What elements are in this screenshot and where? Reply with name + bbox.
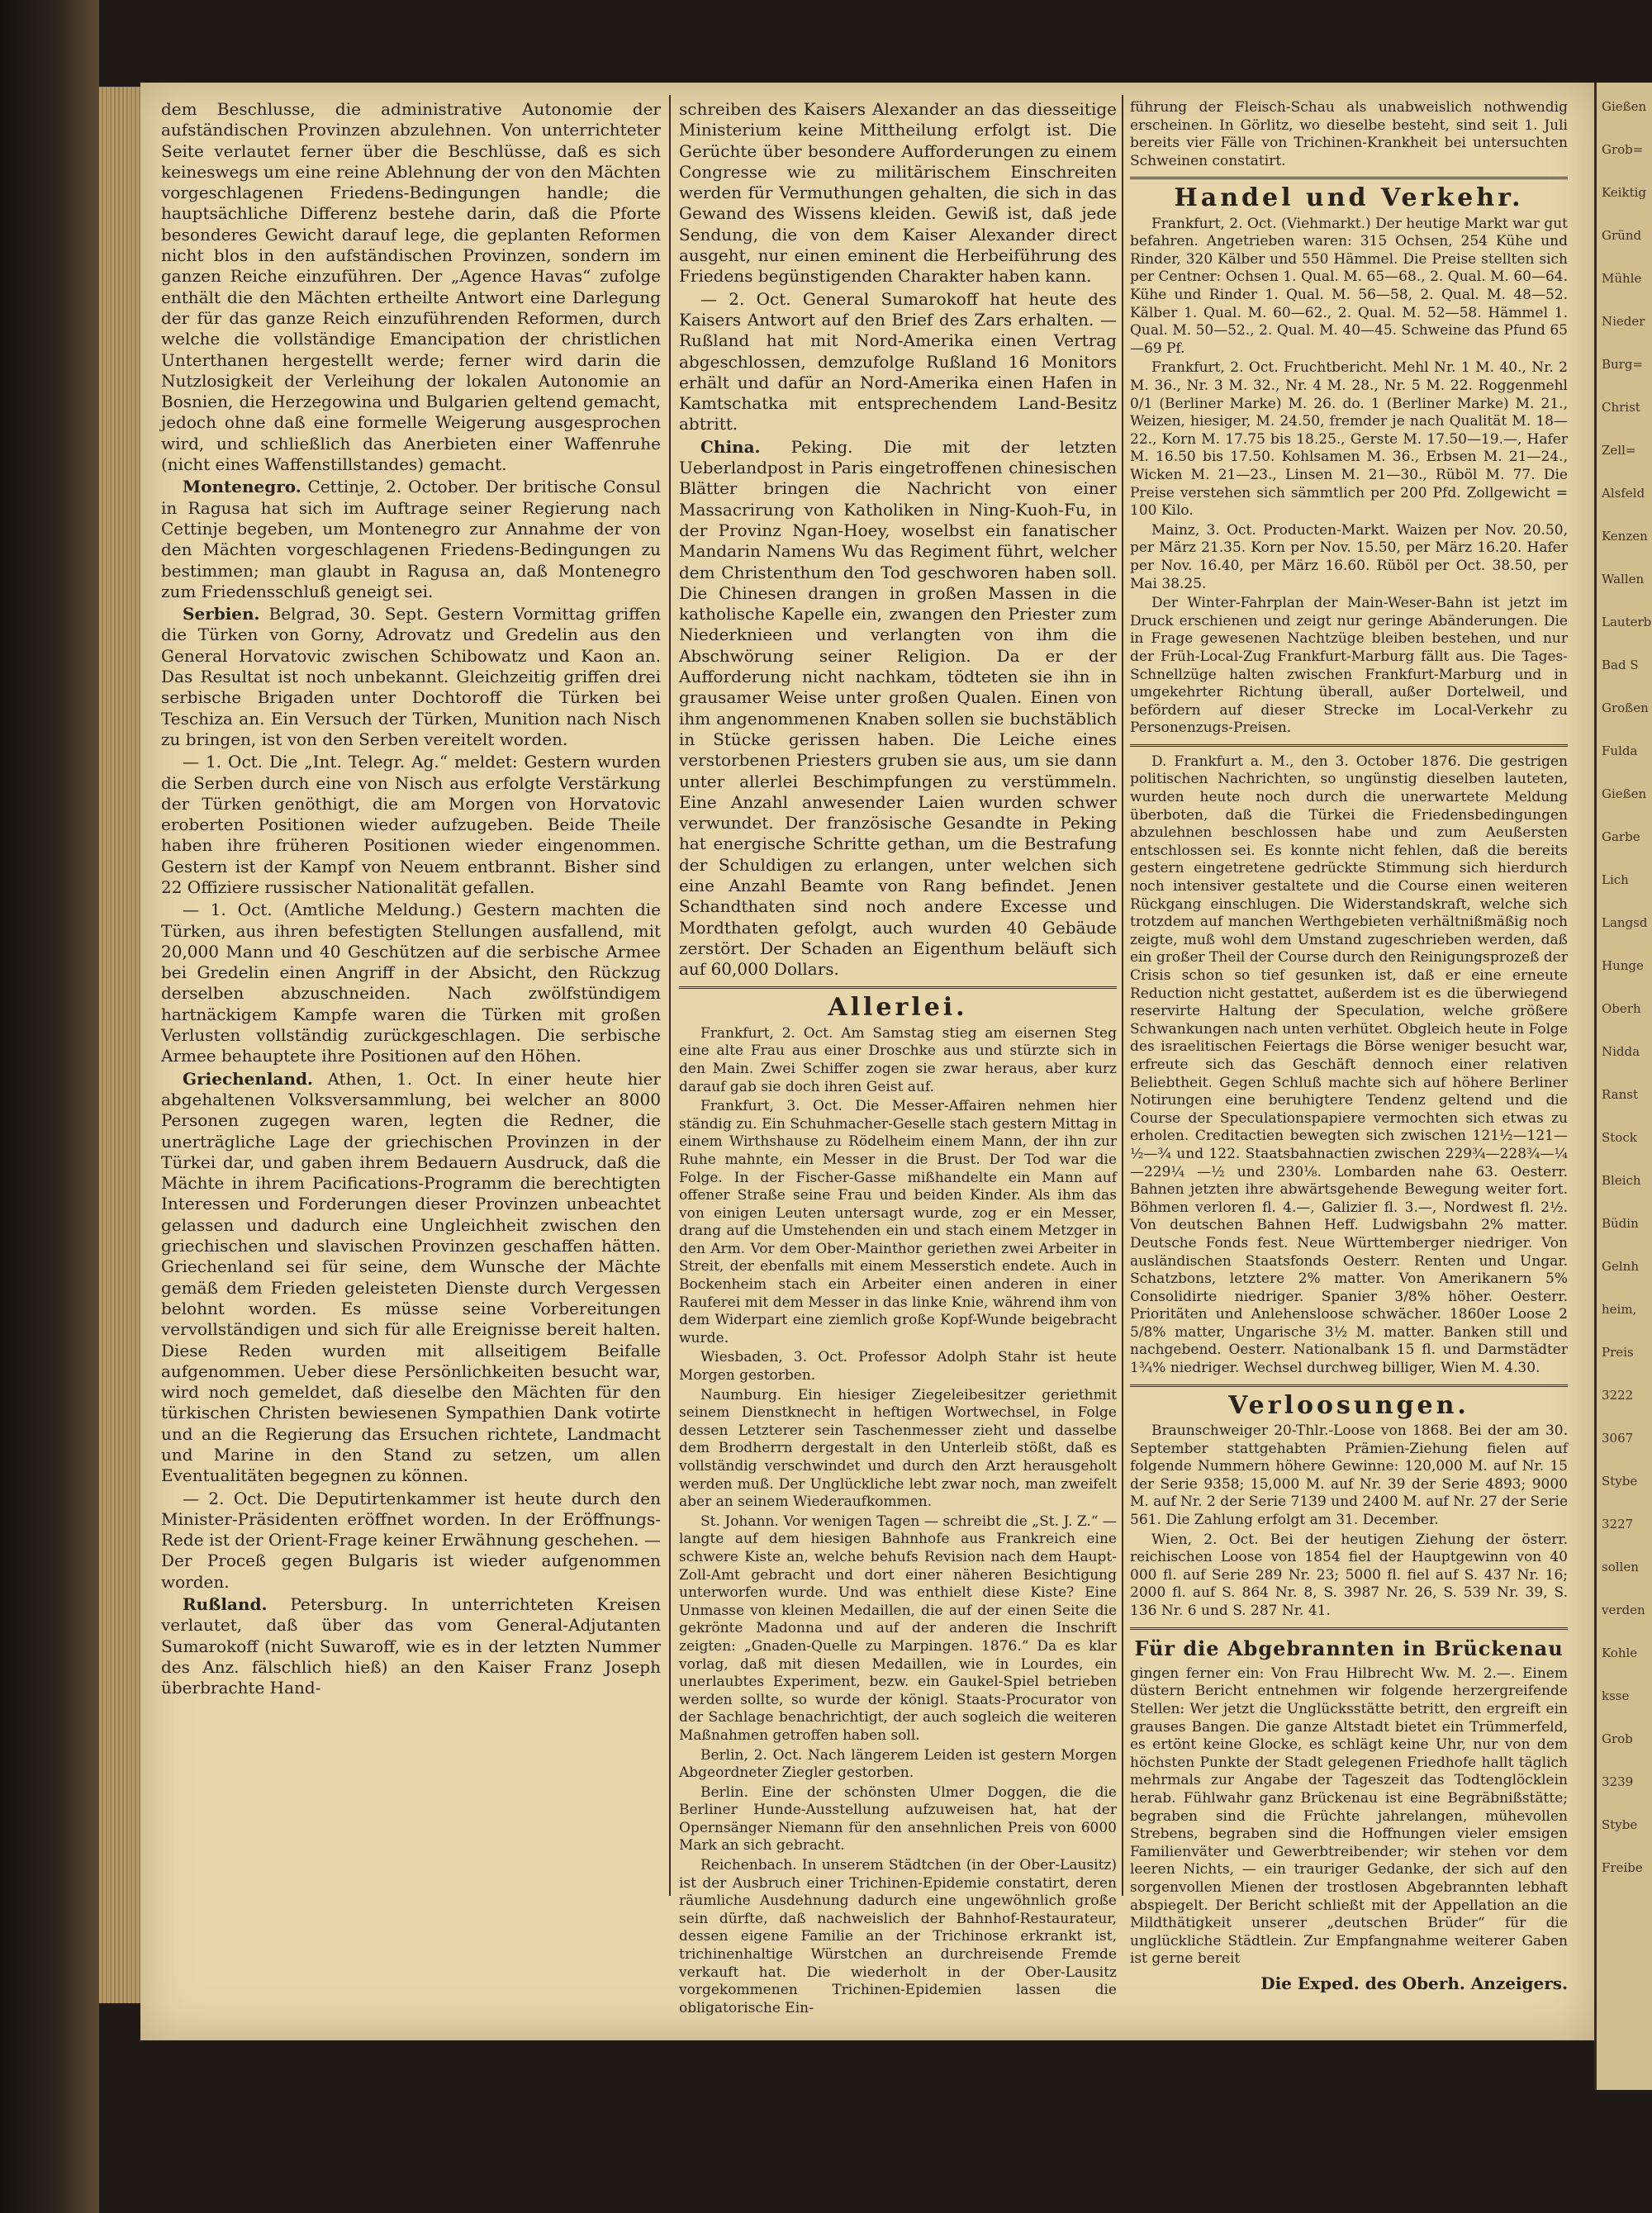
edge-text-fragment: Grob=: [1602, 142, 1644, 157]
section-divider: [1130, 744, 1568, 747]
paragraph: [161, 1594, 661, 1698]
edge-text-fragment: Kohle: [1602, 1646, 1638, 1660]
news-item: Naumburg. Ein hiesiger Ziegeleibesitzer geriethmit seinem Dienstknecht in heftigen Wortwechsel, in Folge dessen Letzterer sein Taschenmesser zieht und dasselbe dem Brodherrn dergestalt in den Unterleib stößt, daß es vollständig verschwindet und durch den Arzt herausgeholt werden muß. Der Unglückliche lebt zwar noch, man zweifelt aber an seinem Wiederaufkommen.: [679, 1386, 1117, 1511]
edge-text-fragment: Hunge: [1602, 958, 1644, 973]
section-heading: Rußland.: [183, 1594, 268, 1615]
market-report: Der Winter-Fahrplan der Main-Weser-Bahn ist jetzt im Druck erschienen und zeigt nur geringe Abänderungen. Die in Frage gewesenen Nachtzüge bleiben bestehen, und nur der Früh-Local-Zug Frankfurt-Marburg fällt aus. Die Tages-Schnellzüge halten zwischen Frankfurt-Marburg und in umgekehrter Richtung überall, außer Dortelweil, und befördern auf dieser Strecke im Local-Verkehr zu Personenzugs-Preisen.: [1130, 595, 1568, 737]
column-3: [1130, 99, 1568, 1994]
section-divider: [1130, 1627, 1568, 1630]
edge-text-fragment: Nidda: [1602, 1044, 1640, 1059]
edge-text-fragment: Lich: [1602, 872, 1629, 887]
news-item: Frankfurt, 3. Oct. Die Messer-Affairen nehmen hier ständig zu. Ein Schuhmacher-Geselle stach gestern Mittag in einem Wirthshause zu Rödelheim einem Mann, der ihn zur Ruhe mahnte, ein Messer in die Brust. Der Tod war die Folge. In der Fischer-Gasse mißhandelte ein Mann auf offener Straße seine Frau und beiden Kinder. Als ihm das von einigen Leuten untersagt wurde, zog er ein Messer, drang auf die Umstehenden ein und stach einem Metzger in den Arm. Vor dem Ober-Mainthor geriethen zwei Arbeiter in Streit, der ebenfalls mit einem Messerstich endete. Auch in Bockenheim stach ein Arbeiter einen anderen in einer Rauferei mit dem Messer in das linke Knie, während ihm von dem Widerpart eine ziemlich große Kopf-Wunde beigebracht wurde.: [679, 1098, 1117, 1346]
section-heading: Serbien.: [183, 604, 260, 624]
edge-text-fragment: Freibe: [1602, 1860, 1643, 1875]
edge-text-fragment: Bleich: [1602, 1173, 1641, 1188]
section-heading: Griechenland.: [183, 1068, 313, 1089]
next-page-edge: [1594, 83, 1652, 2090]
lottery-report: Braunschweiger 20-Thlr.-Loose von 1868. Bei der am 30. September stattgehabten Prämien-Ziehung fielen auf folgende Nummern höhere Gewinne: 120,000 M. auf Nr. 15 der Serie 9358; 15,000 M. auf Nr. 39 der Serie 4893; 9000 M. auf Nr. 2 der Serie 7139 und 2400 M. auf Nr. 27 der Serie 561. Die Zahlung erfolgt am 31. December.: [1130, 1422, 1568, 1528]
edge-text-fragment: 3222: [1602, 1388, 1634, 1403]
section-title-allerlei: Allerlei.: [828, 993, 968, 1023]
edge-text-fragment: Grob: [1602, 1731, 1633, 1746]
article-text: Cettinje, 2. October. Der britische Consul in Ragusa hat sich im Auftrage seiner Regierung nach Cettinje begeben, um Montenegro zur Annahme der von den Mächten vorgeschlagenen Friedens-Bedingungen zu bestimmen; man glaubt in Ragusa an, daß Montenegro zum Friedensschluß geneigt sei.: [161, 477, 661, 601]
column-rule: [669, 95, 671, 1896]
edge-text-fragment: Wallen: [1602, 572, 1645, 586]
edge-text-fragment: Mühle: [1602, 271, 1642, 286]
paragraph: D. Frankfurt a. M., den 3. October 1876. Die gestrigen politischen Nachrichten, so ungünstig dieselben lauteten, wurden heute noch durch die unerwartete Meldung überboten, daß die Türkei die Friedensbedingungen abzulehnen beschlossen habe und zum Aeußersten entschlossen sei. Es konnte nicht fehlen, daß die bereits gestern eingetretene gedrückte Stimmung sich hierdurch noch intensiver gestaltete und die Course einen weiteren Rückgang einschlugen. Die Widerstandskraft, welche sich trotzdem auf manchen Werthgebieten verhältnißmäßig noch zeigte, muß wohl dem Umstand zugeschrieben werden, daß ein großer Theil der Course durch den Reinigungsprozeß der Crisis schon so tief gesunken ist, daß er eine erneute Reduction nicht gestattet, außerdem ist es die überwiegend reservirte Haltung der Speculation, welche größere Schwankungen nach unten verhütet. Obgleich heute in Folge des israelitischen Feiertags die Börse weniger besucht war, erfreute sich das Geschäft dennoch einer relativen Beliebtheit. Gegen Schluß machte sich auf höhere Berliner Notirungen eine beruhigtere Tendenz geltend und die Course der Speculationspapiere vermochten sich etwas zu erholen. Creditactien bewegten sich zwischen 121½—121—½—¾ und 122. Staatsbahnactien zwischen 229¾—228¾—¼—229¼ —½ und 230⅛. Lombarden nahe 63. Oesterr. Bahnen jetzten ihre abwärtsgehende Bewegung weiter fort. Böhmen verloren fl. 4.—, Galizier fl. 3.—, Nordwest fl. 2½. Von deutschen Bahnen Heff. Ludwigsbahn 2% matter. Deutsche Fonds fest. Neue Württemberger niedriger. Von ausländischen Staatsfonds Oesterr. Renten und Ungar. Schatzbons, letztere 2% matter. Von Amerikanern 5% Consolidirte niedriger. Spanier 3/8% höher. Oesterr. Prioritäten und Anlehensloose schwächer. 1860er Loose 2 5/8% matter, Ungarische 3½ M. matter. Banken still und nachgebend. Oesterr. Nationalbank 15 fl. und Darmstädter 1¾% niedriger. Wechsel durchweg billiger, Wien M. 4.30.: [1130, 753, 1568, 1377]
edge-text-fragment: Gießen: [1602, 99, 1647, 114]
paragraph: schreiben des Kaisers Alexander an das diesseitige Ministerium keine Mittheilung erfolgt ist. Die Gerüchte über besondere Aufforderungen zu einem Congresse wie zu militärischem Einschreiten werden für Vermuthungen gehalten, die sich in das Gewand des Wissens kleiden. Gewiß ist, daß jede Sendung, die von dem Kaiser Alexander direct ausgeht, nur einen eminent die Herbeiführung des Friedens begünstigenden Charakter haben kann.: [679, 99, 1117, 287]
edge-text-fragment: Langsd: [1602, 915, 1648, 930]
edge-text-fragment: ksse: [1602, 1688, 1630, 1703]
edge-text-fragment: Stybe: [1602, 1817, 1638, 1832]
news-item: Berlin. Eine der schönsten Ulmer Doggen, die die Berliner Hunde-Ausstellung aufzuweisen hat, hat der Opernsänger Niemann für den ansehnlichen Preis von 6000 Mark an sich gebracht.: [679, 1783, 1117, 1854]
handel-items: [1130, 216, 1568, 738]
edge-text-fragment: Stybe: [1602, 1474, 1638, 1489]
section-title-brueckenau: Für die Abgebrannten in Brückenau: [1134, 1636, 1564, 1660]
edge-text-fragment: verden: [1602, 1603, 1645, 1617]
allerlei-items: [679, 1025, 1117, 2018]
edge-text-fragment: Stock: [1602, 1130, 1637, 1145]
edge-text-fragment: Ranst: [1602, 1087, 1638, 1102]
edge-text-fragment: Garbe: [1602, 829, 1640, 844]
edge-text-fragment: Oberh: [1602, 1001, 1641, 1016]
boersen-report: [1130, 753, 1568, 1378]
article-text: Belgrad, 30. Sept. Gestern Vormittag griffen die Türken von Gorny, Adrovatz und Gredelin aus den General Horvatovic zwischen Schibowatz und Kaon an. Das Resultat ist noch unbekannt. Gleichzeitig griffen drei serbische Brigaden unter Dochtoroff die Türken bei Teschiza an. Ein Versuch der Türken, Munition nach Nisch zu bringen, ist von den Serben vereitelt worden.: [161, 604, 662, 749]
paragraph: [679, 437, 1117, 981]
paragraph: — 1. Oct. Die „Int. Telegr. Ag.“ meldet: Gestern wurden die Serben durch eine von Nisch aus erfolgte Verstärkung der Türken genöthigt, die am Morgen von Horvatovic eroberten Positionen wieder aufzugeben. Beide Theile haben ihre früheren Positionen wieder eingenommen. Gestern ist der Kampf von Neuem entbrannt. Bisher sind 22 Offiziere russischer Nationalität gefallen.: [161, 752, 661, 897]
edge-text-fragment: Bad S: [1602, 658, 1639, 672]
paragraph: gingen ferner ein: Von Frau Hilbrecht Ww. M. 2.—. Einem düstern Bericht entnehmen wir folgende herzergreifende Stellen: Wer jetzt die Unglücksstätte betritt, den ergreift ein grauses Bangen. Die ganze Altstadt bietet ein Trümmerfeld, es ertönt keine Glocke, es schlägt keine Uhr, nur von dem höchsten Punkte der Stadt gelegenen Friedhofe hallt täglich mehrmals zur Angabe der Tageszeit das Todtenglöcklein herab. Fühlwahr ganz Brückenau ist eine Begräbnißstätte; begraben sind die Früchte jahrelangen, mühevollen Strebens, begraben sind die Hoffnungen vieler emsigen Familienväter und Gewerbtreibender; wir stehen vor dem leeren Nichts, — ein trauriger Gedanke, der sich auf den sorgenvollen Mienen der trostlosen Abgebrannten lebhaft abspiegelt. Der Bericht schließt mit der Appellation an die Mildthätigkeit unserer „deutschen Brüder“ für die unglückliche Städtlein. Zur Empfangnahme weiterer Gaben ist gerne bereit: [1130, 1664, 1568, 1968]
section-divider: [1130, 1384, 1568, 1387]
news-item: Reichenbach. In unserem Städtchen (in der Ober-Lausitz) ist der Ausbruch einer Trichinen-Epidemie constatirt, deren räumliche Ausdehnung dadurch eine ungewöhnlich große sein dürfte, daß nachweislich der Bahnhof-Restaurateur, dessen eigene Familie an der Trichinose erkrankt ist, trichinenhaltige Würstchen an durchreisende Fremde verkauft hat. Die wiederholt in der Ober-Lausitz vorgekommenen Trichinen-Epidemien lassen die obligatorische Ein-: [679, 1857, 1117, 2016]
edge-text-fragment: Gründ: [1602, 228, 1642, 243]
edge-text-fragment: Christ: [1602, 400, 1640, 415]
edge-text-fragment: Alsfeld: [1602, 486, 1645, 501]
paragraph: — 2. Oct. General Sumarokoff hat heute des Kaisers Antwort auf den Brief des Zars erhalten. — Rußland hat mit Nord-Amerika einen Vertrag abgeschlossen, demzufolge Rußland 16 Monitors erhält und dafür an Nord-Amerika einen Hafen in Kamtschatka mit entsprechendem Land-Besitz abtritt.: [679, 288, 1117, 435]
lottery-report: Wien, 2. Oct. Bei der heutigen Ziehung der österr. reichischen Loose von 1854 fiel der Hauptgewinn von 40 000 fl. auf Serie 289 Nr. 23; 5000 fl. fiel auf S. 437 Nr. 16; 2000 fl. auf S. 864 Nr. 8, S. 3987 Nr. 26, S. 539 Nr. 39, S. 136 Nr. 6 und S. 287 Nr. 41.: [1130, 1531, 1568, 1619]
column-2: [679, 99, 1117, 2019]
news-item: Berlin, 2. Oct. Nach längerem Leiden ist gestern Morgen Abgeordneter Ziegler gestorben.: [679, 1746, 1117, 1782]
article-text: Athen, 1. Oct. In einer heute hier abgehaltenen Volksversammlung, bei welcher an 8000 Personen zugegen waren, legten die Redner, die unerträgliche Lage der griechischen Provinzen in der Türkei dar, und gaben ihrem Bedauern Ausdruck, daß die Mächte in ihrem Pacifications-Programm die berechtigten Interessen und Forderungen dieser Provinzen unbeachtet gelassen und dadurch eine Ungleichheit zwischen den griechischen und slavischen Provinzen geschaffen hätten. Griechenland sei für seine, dem Wunsche der Mächte gemäß dem Frieden geleisteten Dienste durch Vergessen belohnt worden. Es müsse seine Vorbereitungen vervollständigen und sich für alle Ereignisse bereit halten. Diese Reden wurden mit allseitigem Beifalle aufgenommen. Ueber diese Persönlichkeiten besucht war, wird noch gemeldet, daß dieselbe den Mächten für den türkischen Christen bewiesenen Sympathien Dank votirte und an die Regierung das Ersuchen richtete, Landmacht und Marine in den Stand zu setzen, um allen Eventualitäten begegnen zu können.: [161, 1068, 661, 1486]
news-item: Frankfurt, 2. Oct. Am Samstag stieg am eisernen Steg eine alte Frau aus einer Droschke aus und stürzte sich in den Main. Zwei Schiffer zogen sie zwar heraus, aber kurz darauf gab sie doch ihren Geist auf.: [679, 1024, 1117, 1095]
edge-text-fragment: Großen: [1602, 700, 1649, 715]
market-report: Frankfurt, 2. Oct. Fruchtbericht. Mehl Nr. 1 M. 40., Nr. 2 M. 36., Nr. 3 M. 32., Nr. 4 M. 28., Nr. 5 M. 22. Roggenmehl 0/1 (Berliner Marke) M. 26. do. 1 (Berliner Marke) M. 21., Weizen, hiesiger, M. 24.50, fremder je nach Qualität M. 18—22., Korn M. 17.75 bis 18.25., Gerste M. 17.50—19.—, Hafer M. 16.50 bis 17.50. Kohlsamen M. 36., Erbsen M. 21—24., Wicken M. 21—23., Linsen M. 21—30., Rüböl M. 77. Die Preise verstehen sich sämmtlich per 200 Pfd. Zollgewicht = 100 Kilo.: [1130, 359, 1568, 520]
book-spine: [0, 0, 99, 2213]
paragraph: führung der Fleisch-Schau als unabweislich nothwendig erscheinen. In Görlitz, wo dieselbe besteht, sind seit 1. Juli bereits vier Fälle von Trichinen-Krankheit bei untersuchten Schweinen constatirt.: [1130, 99, 1568, 169]
market-report: Mainz, 3. Oct. Producten-Markt. Waizen per Nov. 20.50, per März 21.35. Korn per Nov. 15.50, per März 16.20. Hafer per Nov. 16.40, per März 16.60. Rüböl per Oct. 38.50, per Mai 38.25.: [1130, 521, 1568, 592]
edge-text-fragment: Gießen: [1602, 786, 1647, 801]
edge-text-fragment: Zell=: [1602, 443, 1636, 458]
paragraph: [161, 604, 661, 750]
section-heading: China.: [700, 436, 761, 457]
brueckenau-appeal: [1130, 1665, 1568, 1968]
edge-text-fragment: Lauterb: [1602, 615, 1651, 629]
edge-text-fragment: 3239: [1602, 1774, 1634, 1789]
section-divider: [679, 986, 1117, 989]
edge-text-fragment: Keiktig: [1602, 185, 1646, 200]
column-rule: [1122, 95, 1123, 1896]
edge-text-fragment: Büdin: [1602, 1216, 1639, 1231]
edge-text-fragment: Burg=: [1602, 357, 1644, 372]
edge-text-fragment: 3227: [1602, 1517, 1634, 1532]
paragraph: [161, 1069, 661, 1487]
section-title-verloosungen: Verloosungen.: [1228, 1390, 1469, 1420]
market-report: Frankfurt, 2. Oct. (Viehmarkt.) Der heutige Markt war gut befahren. Angetrieben waren: 315 Ochsen, 254 Kühe und Rinder, 320 Kälber und 550 Hämmel. Die Preise stellten sich per Centner: Ochsen 1. Qual. M. 65—68., 2. Qual. M. 60—64. Kühe und Rinder 1. Qual. M. 56—58, 2. Qual. M. 48—52. Kälber 1. Qual. M. 60—62., 2. Qual. M. 52—58. Hämmel 1. Qual. M. 50—52., 2. Qual. M. 40—45. Schweine das Pfund 65—69 Pf.: [1130, 215, 1568, 357]
signature-line: Die Exped. des Oberh. Anzeigers.: [1260, 1973, 1568, 1993]
edge-text-fragment: sollen: [1602, 1560, 1639, 1574]
news-item: Wiesbaden, 3. Oct. Professor Adolph Stahr ist heute Morgen gestorben.: [679, 1349, 1117, 1384]
edge-text-fragment: Nieder: [1602, 314, 1645, 329]
edge-text-fragment: Fulda: [1602, 743, 1638, 758]
edge-text-fragment: Gelnh: [1602, 1259, 1639, 1274]
article-text: Petersburg. In unterrichteten Kreisen verlautet, daß über das vom General-Adjutanten Sumarokoff (nicht Suwaroff, wie es in der letzten Nummer des Anz. fälschlich hieß) an den Kaiser Franz Joseph überbrachte Hand-: [161, 1594, 661, 1698]
edge-text-fragment: 3067: [1602, 1431, 1634, 1446]
paragraph: — 1. Oct. (Amtliche Meldung.) Gestern machten die Türken, aus ihren befestigten Stellungen ausfallend, mit 20,000 Mann und 40 Geschützen auf die serbische Armee bei Gredelin einen Angriff in der Absicht, den Rückzug derselben abzuschneiden. Nach zwölfstündigem hartnäckigem Kampfe waren die Türken mit großen Verlusten vollständig zurückgeschlagen. Die serbische Armee behauptete ihre Positionen auf den Höhen.: [161, 900, 661, 1066]
section-title-handel: Handel und Verkehr.: [1174, 183, 1524, 213]
paragraph: [161, 477, 661, 602]
section-divider: [1130, 177, 1568, 179]
edge-text-fragment: Kenzen: [1602, 529, 1648, 544]
paragraph: — 2. Oct. Die Deputirtenkammer ist heute durch den Minister-Präsidenten eröffnet worden. In der Eröffnungs-Rede ist der Orient-Frage keiner Erwähnung geschehen. — Der Proceß gegen Bulgaris ist wieder aufgenommen worden.: [161, 1488, 661, 1592]
column-1: [161, 99, 661, 1701]
edge-text-fragment: Preis: [1602, 1345, 1634, 1360]
article-text: Peking. Die mit der letzten Ueberlandpost in Paris eingetroffenen chinesischen Blätter bringen die Nachricht von einer Massacrirung von Katholiken in Ning-Kuoh-Fu, in der Provinz Ngan-Hoey, woselbst ein fanatischer Mandarin Namens Wu das Regiment führt, welcher dem Christenthum den Tod geschworen haben soll. Die Chinesen drangen in großen Massen in die katholische Kapelle ein, zwangen den Priester zum Niederknieen und verlangten von ihm die Abschwörung seiner Religion. Da er der Aufforderung nicht nachkam, tödteten sie ihn in grausamer Weise unter großen Qualen. Einen von ihm angenommenen Knaben sollen sie buchstäblich in Stücke gerissen haben. Die Leiche eines verstorbenen Priesters gruben sie aus, um sie dann unter allerlei Beschimpfungen zu verstümmeln. Eine Anzahl anwesender Laien wurden schwer verwundet. Der französische Gesandte in Peking hat energische Schritte gethan, um die Bestrafung der Schuldigen zu erlangen, unter welchen sich eine Anzahl Beamte von Rang befindet. Jenen Schandthaten sind noch andere Excesse und Mordthaten gefolgt, auch wurden 40 Gebäude zerstört. Der Schaden an Eigenthum beläuft sich auf 60,000 Dollars.: [679, 436, 1118, 980]
edge-text-fragment: heim,: [1602, 1302, 1637, 1317]
verloosungen-items: [1130, 1422, 1568, 1621]
section-heading: Montenegro.: [183, 477, 301, 497]
paragraph: dem Beschlusse, die administrative Autonomie der aufständischen Provinzen abzulehnen. Von unterrichteter Seite verlautet ferner über die Beschlüsse, daß es sich keineswegs um eine reine Ablehnung der von den Mächten vorgeschlagenen Friedens-Bedingungen handle; die hauptsächliche Differenz bestehe darin, daß die Pforte besonderes Gewicht darauf lege, die geplanten Reformen nicht blos in den aufständischen Provinzen, sondern im ganzen Reiche einzuführen. Der „Agence Havas“ zufolge enthält die den Mächten ertheilte Antwort eine Darlegung der für das ganze Reich einzuführenden Reformen, durch welche die vollständige Emancipation der christlichen Unterthanen hergestellt werde; ferner wird darin die Nutzlosigkeit der Verleihung der lokalen Autonomie an Bosnien, die Herzegowina und Bulgarien geltend gemacht, jedoch ohne daß eine formelle Weigerung ausgesprochen wird, und schließlich das Anerbieten einer Waffenruhe (nicht eines Waffenstillstandes) gemacht.: [161, 99, 661, 475]
column-3-top: [1130, 99, 1568, 170]
news-item: St. Johann. Vor wenigen Tagen — schreibt die „St. J. Z.“ — langte auf dem hiesigen Bahnhofe aus Frankreich eine schwere Kiste an, welche behufs Revision nach dem Haupt-Zoll-Amt gebracht und dort einer näheren Besichtigung unterworfen wurde. Und was enthielt diese Kiste? Eine Unmasse von kleinen Medaillen, die auf der einen Seite die gekrönte Madonna und auf der anderen die Inschrift zeigten: „Gnaden-Quelle zu Marpingen. 1876.“ Da es klar vorlag, daß mit diesen Medaillen, wie in Lourdes, ein unerlaubtes Experiment, bezw. ein Gaukel-Spiel betrieben werden sollte, so wurde der königl. Staats-Procurator von der Sachlage benachrichtigt, der auch sogleich die weiteren Maßnahmen getroffen haben soll.: [679, 1513, 1117, 1744]
